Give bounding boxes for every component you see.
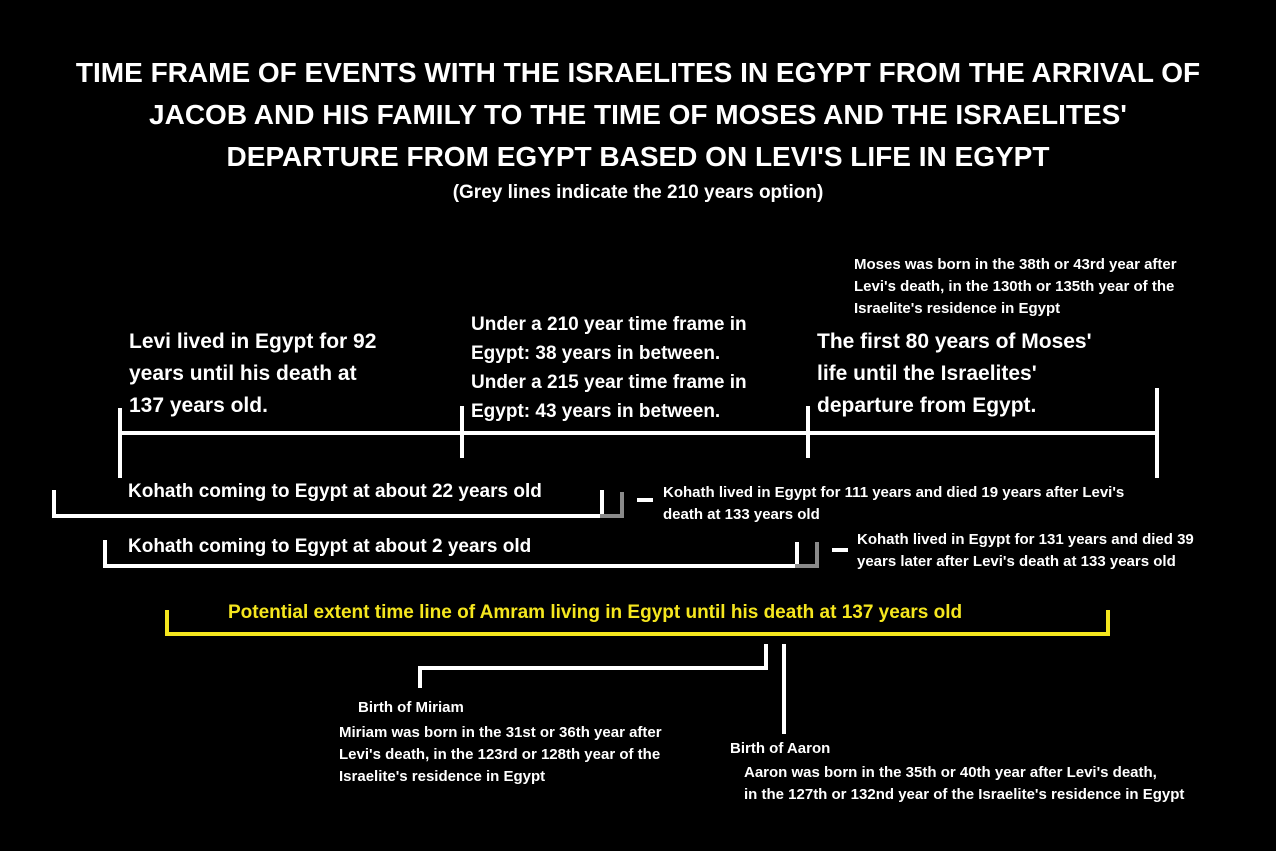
miriam-note-line-1: Miriam was born in the 31st or 36th year after bbox=[339, 724, 662, 741]
main-timeline-start-tick bbox=[118, 408, 122, 478]
kohath-2-note-line-1: Kohath lived in Egypt for 131 years and died 39 bbox=[857, 531, 1194, 548]
between-segment-line-4: Egypt: 43 years in between. bbox=[471, 401, 721, 422]
levi-segment-label bbox=[129, 326, 376, 422]
kohath-22-note bbox=[663, 482, 1124, 526]
kohath-2-dash bbox=[832, 548, 848, 552]
amram-end-tick bbox=[1106, 610, 1110, 636]
amram-line bbox=[165, 632, 1110, 636]
miriam-title: Birth of Miriam bbox=[358, 699, 464, 716]
kohath-2-note-line-2: years later after Levi's death at 133 years old bbox=[857, 553, 1176, 570]
moses-segment-line-3: departure from Egypt. bbox=[817, 394, 1037, 417]
between-segment-line-3: Under a 215 year time frame in bbox=[471, 372, 747, 393]
aaron-title: Birth of Aaron bbox=[730, 740, 831, 757]
moses-birth-tick bbox=[806, 406, 810, 458]
kohath-2-grey-tick bbox=[815, 542, 819, 568]
main-timeline bbox=[118, 431, 1158, 435]
kohath-22-grey-tick bbox=[620, 492, 624, 518]
departure-tick bbox=[1155, 388, 1159, 478]
kohath-2-label: Kohath coming to Egypt at about 2 years old bbox=[128, 536, 532, 557]
kohath-22-note-line-2: death at 133 years old bbox=[663, 506, 820, 523]
between-segment-line-1: Under a 210 year time frame in bbox=[471, 314, 747, 335]
moses-segment-line-1: The first 80 years of Moses' bbox=[817, 330, 1092, 353]
title-line-1: TIME FRAME OF EVENTS WITH THE ISRAELITES IN EGYPT FROM THE ARRIVAL OF bbox=[75, 57, 1201, 88]
kohath-22-line bbox=[52, 514, 604, 518]
levi-death-tick bbox=[460, 406, 464, 458]
levi-segment-line-3: 137 years old. bbox=[129, 394, 268, 417]
kohath-2-line bbox=[103, 564, 799, 568]
moses-segment-label bbox=[817, 326, 1092, 422]
moses-birth-note-line-1: Moses was born in the 38th or 43rd year after bbox=[854, 256, 1177, 273]
kohath-22-dash bbox=[637, 498, 653, 502]
between-segment-label bbox=[471, 310, 747, 426]
miriam-note bbox=[339, 722, 662, 788]
moses-birth-note bbox=[854, 254, 1177, 320]
aaron-birth-tick bbox=[782, 644, 786, 734]
between-segment-line-2: Egypt: 38 years in between. bbox=[471, 343, 721, 364]
miriam-connector-drop bbox=[418, 666, 422, 688]
amram-label: Potential extent time line of Amram living in Egypt until his death at 137 years old bbox=[228, 602, 963, 623]
kohath-2-note bbox=[857, 529, 1194, 573]
aaron-note-line-2: in the 127th or 132nd year of the Israelite's residence in Egypt bbox=[744, 786, 1185, 803]
aaron-note bbox=[744, 762, 1184, 806]
moses-birth-note-line-2: Levi's death, in the 130th or 135th year of the bbox=[854, 278, 1175, 295]
moses-segment-line-2: life until the Israelites' bbox=[817, 362, 1037, 385]
miriam-connector-line bbox=[418, 666, 768, 670]
miriam-note-line-2: Levi's death, in the 123rd or 128th year of the bbox=[339, 746, 661, 763]
diagram-title bbox=[30, 52, 1246, 178]
moses-birth-note-line-3: Israelite's residence in Egypt bbox=[854, 300, 1061, 317]
aaron-note-line-1: Aaron was born in the 35th or 40th year after Levi's death, bbox=[744, 764, 1157, 781]
diagram-subtitle: (Grey lines indicate the 210 years option) bbox=[452, 182, 824, 203]
levi-segment-line-1: Levi lived in Egypt for 92 bbox=[129, 330, 377, 353]
levi-segment-line-2: years until his death at bbox=[129, 362, 357, 385]
title-line-2: JACOB AND HIS FAMILY TO THE TIME OF MOSES AND THE ISRAELITES' bbox=[149, 99, 1127, 130]
kohath-22-note-line-1: Kohath lived in Egypt for 111 years and died 19 years after Levi's bbox=[663, 484, 1125, 501]
title-line-3: DEPARTURE FROM EGYPT BASED ON LEVI'S LIFE IN EGYPT bbox=[226, 141, 1050, 172]
miriam-note-line-3: Israelite's residence in Egypt bbox=[339, 768, 546, 785]
kohath-22-label: Kohath coming to Egypt at about 22 years old bbox=[128, 481, 542, 502]
